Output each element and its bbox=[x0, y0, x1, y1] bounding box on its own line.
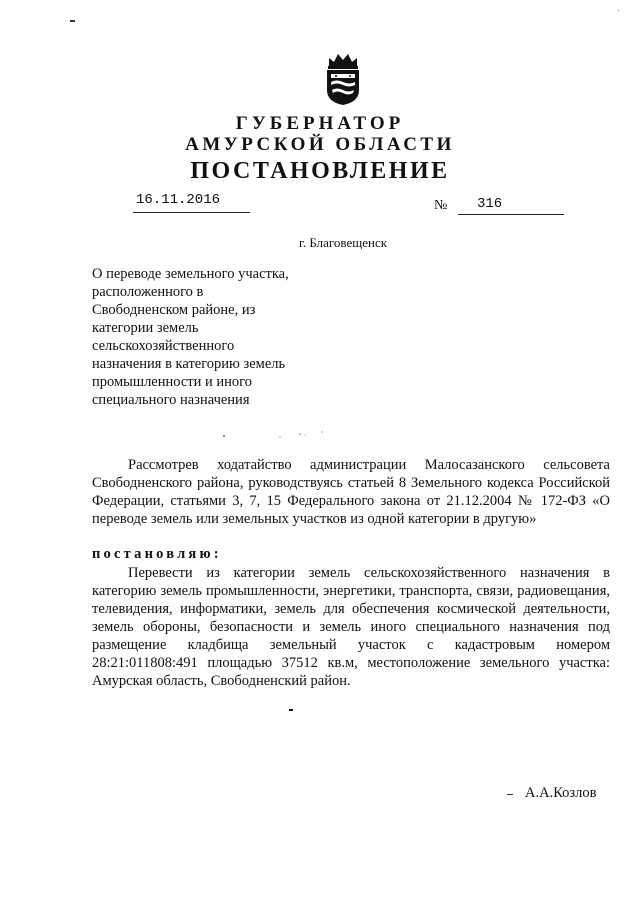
subject-line: сельскохозяйственного bbox=[92, 338, 235, 354]
document-date: 16.11.2016 bbox=[136, 192, 221, 208]
scan-specks bbox=[222, 428, 332, 444]
number-sign: № bbox=[434, 198, 448, 213]
subject-line: назначения в категорию земель bbox=[92, 356, 286, 372]
city-line: г. Благовещенск bbox=[298, 235, 388, 250]
date-underline bbox=[133, 212, 250, 213]
region-heading: АМУРСКОЙ ОБЛАСТИ bbox=[185, 134, 455, 155]
document-type-title: ПОСТАНОВЛЕНИЕ bbox=[190, 158, 450, 184]
scan-artifact bbox=[618, 10, 619, 11]
subject-line: специального назначения bbox=[92, 392, 250, 408]
preamble-paragraph: Рассмотрев ходатайство администрации Малосазанского сельсовета Свободненского района, руководствуясь статьей 8 Земельного кодекса Российской Федерации, статьями 3, 7, 15 Федерального закона от 21.12.2004 № 172-ФЗ «О переводе земель или земельных участков из одной категории в другую» bbox=[92, 457, 610, 527]
subject-line: расположенного в bbox=[92, 284, 204, 300]
number-underline bbox=[458, 214, 564, 215]
document-number: 316 bbox=[477, 196, 503, 212]
signature-mark bbox=[507, 794, 513, 795]
signer-name: А.А.Козлов bbox=[525, 785, 597, 801]
scan-artifact bbox=[70, 20, 75, 22]
subject-line: категории земель bbox=[92, 320, 199, 336]
governor-heading: ГУБЕРНАТОР bbox=[235, 113, 405, 134]
subject-line: промышленности и иного bbox=[92, 374, 253, 390]
subject-line: О переводе земельного участка, bbox=[92, 266, 289, 282]
amur-oblast-coat-of-arms-icon bbox=[324, 52, 362, 106]
resolution-paragraph: Перевести из категории земель сельскохозяйственного назначения в категорию земель промышленности, энергетики, транспорта, связи, радиовещания, телевидения, информатики, земель для обеспечения космической деятельности, земель обороны, безопасности и земель иного специального назначения под размещение кладбища земельный участок с кадастровым номером 28:21:011808:491 площадью 37512 кв.м, местоположение земельного участка: Амурская область, Свободненский район. bbox=[92, 565, 610, 689]
subject-block bbox=[92, 265, 332, 409]
scan-artifact bbox=[289, 709, 293, 711]
resolution-keyword: постановляю: bbox=[92, 546, 222, 562]
subject-line: Свободненском районе, из bbox=[92, 302, 256, 318]
